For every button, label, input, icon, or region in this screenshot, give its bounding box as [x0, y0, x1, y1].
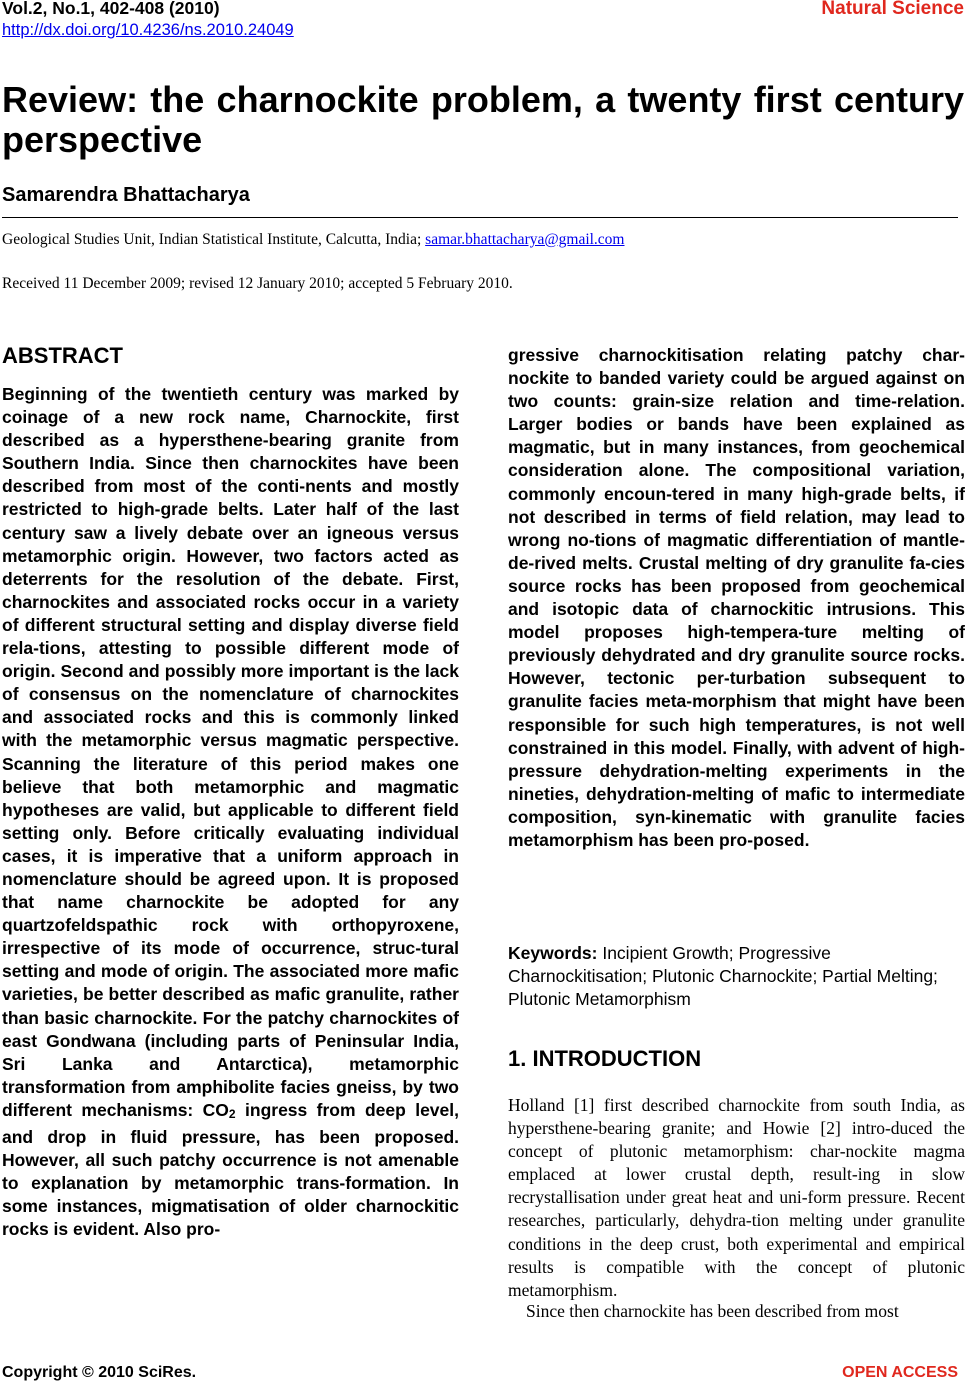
abstract-text-column-1: [2, 383, 459, 1241]
abstract-text-column-2: gressive charnockitisation relating patchy char-nockite to banded variety could be argued against on two counts: grain-size relation and time-relation. Larger bodies or bands have been explained as magmatic, but in many instances, from geochemical consideration alone. The compositional variation, commonly encoun-tered in many high-grade belts, if not described in terms of field relation, may lead to wrong no-tions of magmatic differentiation of mantle-de-rived melts. Crustal melting of dry granulite fa-cies source rocks has been proposed from geochemical and isotopic data of charnockitic intrusions. This model proposes high-tempera-ture melting of previously dehydrated and dry granulite source rocks. However, tectonic per-turbation subsequent to granulite facies meta-morphism that might have been responsible for such high temperatures, is not well constrained in this model. Finally, with advent of high-pressure dehydration-melting experiments in the nineties, dehydration-melting of mafic to intermediate composition, syn-kinematic with granulite facies metamorphism has been pro-posed.: [508, 345, 965, 850]
keywords: [508, 942, 965, 1011]
co2-subscript: 2: [228, 1106, 236, 1121]
abstract-text-part-1: Beginning of the twentieth century was marked by coinage of a new rock name, Charnockite, first described as a hypersthene-bearing granite from Southern India. Since then charnockites have been described from most of the conti-nents and mostly restricted to high-grade belts. Later half of the last century saw a lively debate over an igneous versus metamorphic origin. However, two factors acted as deterrents for the resolution of the debate. First, charnockites and associated rocks occur in a variety of different structural setting and display diverse field rela-tions, attesting to possible different mode of origin. Second and possibly more important is the lack of consensus on the nomenclature of charnockites and associated rocks and this is commonly linked with the metamorphic versus magmatic perspective. Scanning the literature of this period makes one believe that both metamorphic and magmatic hypotheses are valid, but applicable to different field setting only. Before critically evaluating individual cases, it is imperative that a uniform approach in nomenclature should be agreed upon. It is proposed that name charnockite be adopted for any quartzofeldspathic rock with orthopyroxene, irrespective of its mode of occurrence, struc-tural setting and mode of origin. The associated more mafic varieties, be better described as mafic granulite, rather than basic charnockite. For the patchy charnockites of east Gondwana (including parts of Peninsular India, Sri Lanka and Antarctica), metamorphic transformation from amphibolite facies gneiss, by two different mechanisms: CO: [2, 384, 459, 1120]
journal-volume-info: Vol.2, No.1, 402-408 (2010): [2, 0, 220, 18]
keywords-text: Incipient Growth; Progressive Charnockitisation; Plutonic Charnockite; Partial Melting; Plutonic Metamorphism: [508, 943, 938, 1009]
author-email-link[interactable]: samar.bhattacharya@gmail.com: [425, 231, 625, 248]
introduction-paragraph-2: Since then charnockite has been described from most: [526, 1301, 899, 1321]
abstract-heading: ABSTRACT: [2, 343, 123, 368]
header-divider: [2, 217, 958, 218]
author-name: Samarendra Bhattacharya: [2, 184, 250, 206]
open-access-label: OPEN ACCESS: [842, 1364, 958, 1381]
copyright-notice: Copyright © 2010 SciRes.: [2, 1364, 197, 1381]
doi-link[interactable]: http://dx.doi.org/10.4236/ns.2010.24049: [2, 21, 294, 39]
abstract-text-part-2: ingress from deep level, and drop in fluid pressure, has been proposed. However, all such patchy occurrence is not amenable to explanation by metamorphic trans-formation. In some instances, migmatisation of older charnockitic rocks is evident. Also pro-: [2, 1099, 460, 1240]
paper-title: Review: the charnockite problem, a twenty first century perspective: [2, 79, 964, 160]
journal-name: Natural Science: [821, 0, 964, 19]
introduction-paragraph-1: Holland [1] first described charnockite from south India, as hypersthene-bearing granite; and Howie [2] intro-duced the concept of plutonic metamorphism: char-nockite magma emplaced at lower crustal depth, result-ing in slow recrystallisation under great heat and uni-form pressure. Recent researches, particularly, dehydra-tion melting under granulite conditions in the deep crust, both experimental and empirical results is compatible with the concept of plutonic metamorphism.: [508, 1095, 965, 1300]
keywords-label: Keywords:: [508, 943, 598, 963]
received-dates: Received 11 December 2009; revised 12 January 2010; accepted 5 February 2010.: [2, 275, 513, 292]
introduction-heading: 1. INTRODUCTION: [508, 1046, 702, 1071]
affiliation-text: Geological Studies Unit, Indian Statistical Institute, Calcutta, India;: [2, 231, 426, 248]
affiliation: [2, 231, 625, 249]
